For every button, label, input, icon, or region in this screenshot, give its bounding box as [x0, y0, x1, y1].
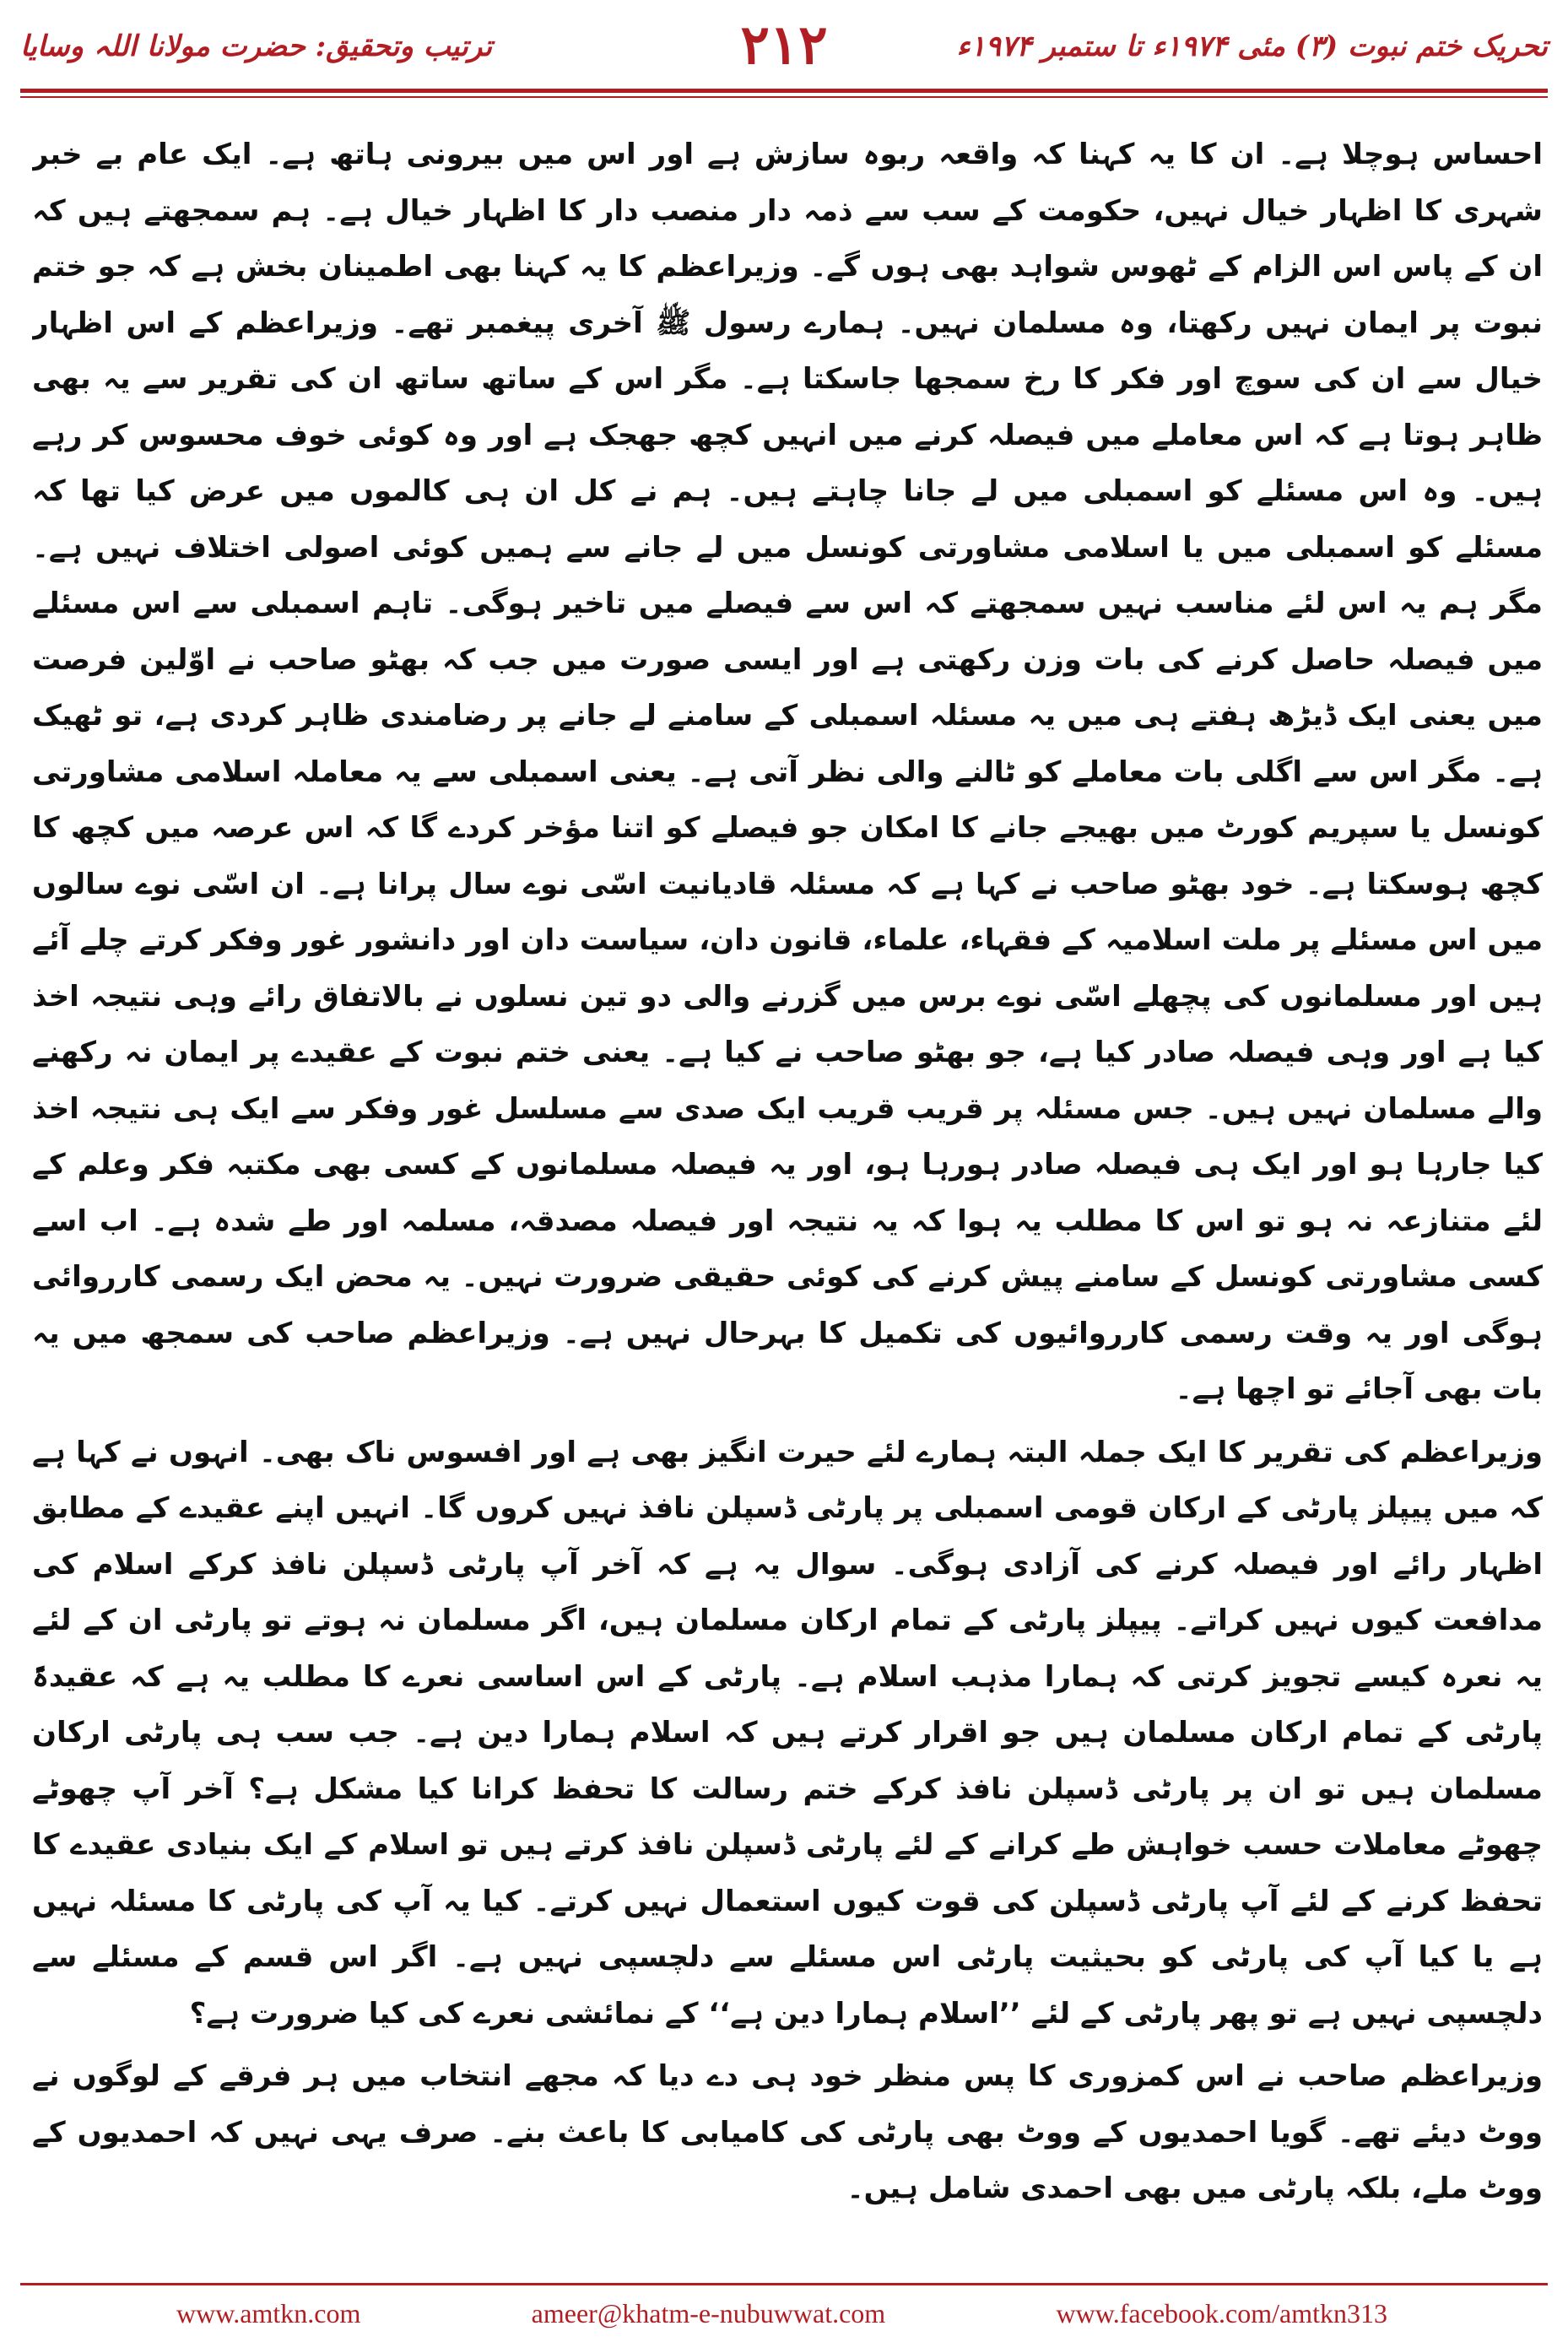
header-divider	[20, 89, 1548, 98]
page-number: ۲۱۲	[740, 14, 828, 77]
paragraph-1: احساس ہوچلا ہے۔ ان کا یہ کہنا کہ واقعہ ربوہ سازش ہے اور اس میں بیرونی ہاتھ ہے۔ ایک عام بے خبر شہری کا اظہار خیال نہیں، حکومت کے سب سے ذمہ دار منصب دار کا اظہار خیال ہے۔ ہم سمجھتے ہیں کہ ان کے پاس اس الزام کے ٹھوس شواہد بھی ہوں گے۔ وزیراعظم کا یہ کہنا بھی اطمینان بخش ہے کہ جو ختم نبوت پر ایمان نہیں رکھتا، وہ مسلمان نہیں۔ ہمارے رسول ﷺ آخری پیغمبر تھے۔ وزیراعظم کے اس اظہار خیال سے ان کی سوچ اور فکر کا رخ سمجھا جاسکتا ہے۔ مگر اس کے ساتھ ساتھ ان کی تقریر سے یہ بھی ظاہر ہوتا ہے کہ اس معاملے میں فیصلہ کرنے میں انہیں کچھ جھجک ہے اور وہ کوئی خوف محسوس کر رہے ہیں۔ وہ اس مسئلے کو اسمبلی میں لے جانا چاہتے ہیں۔ ہم نے کل ان ہی کالموں میں عرض کیا تھا کہ مسئلے کو اسمبلی میں یا اسلامی مشاورتی کونسل میں لے جانے سے ہمیں کوئی اصولی اختلاف نہیں ہے۔ مگر ہم یہ اس لئے مناسب نہیں سمجھتے کہ اس سے فیصلے میں تاخیر ہوگی۔ تاہم اسمبلی سے اس مسئلے میں فیصلہ حاصل کرنے کی بات وزن رکھتی ہے اور ایسی صورت میں جب کہ بھٹو صاحب نے اوّلین فرصت میں یعنی ایک ڈیڑھ ہفتے ہی میں یہ مسئلہ اسمبلی کے سامنے لے جانے پر رضامندی ظاہر کردی ہے، تو ٹھیک ہے۔ مگر اس سے اگلی بات معاملے کو ٹالنے والی نظر آتی ہے۔ یعنی اسمبلی سے یہ معاملہ اسلامی مشاورتی کونسل یا سپریم کورٹ میں بھیجے جانے کا امکان جو فیصلے کو اتنا مؤخر کردے گا کہ اس عرصہ میں کچھ کا کچھ ہوسکتا ہے۔ خود بھٹو صاحب نے کہا ہے کہ مسئلہ قادیانیت اسّی نوے سال پرانا ہے۔ ان اسّی نوے سالوں میں اس مسئلے پر ملت اسلامیہ کے فقہاء، علماء، قانون دان، سیاست دان اور دانشور غور وفکر کرتے چلے آئے ہیں اور مسلمانوں کی پچھلے اسّی نوے برس میں گزرنے والی دو تین نسلوں نے بالاتفاق رائے وہی نتیجہ اخذ کیا ہے اور وہی فیصلہ صادر کیا ہے، جو بھٹو صاحب نے کیا ہے۔ یعنی ختم نبوت کے عقیدے پر ایمان نہ رکھنے والے مسلمان نہیں ہیں۔ جس مسئلہ پر قریب قریب ایک صدی سے مسلسل غور وفکر سے ایک ہی نتیجہ اخذ کیا جارہا ہو اور ایک ہی فیصلہ صادر ہورہا ہو، اور یہ فیصلہ مسلمانوں کے کسی بھی مکتبہ فکر وعلم کے لئے متنازعہ نہ ہو تو اس کا مطلب یہ ہوا کہ یہ نتیجہ اور فیصلہ مصدقہ، مسلمہ اور طے شدہ ہے۔ اب اسے کسی مشاورتی کونسل کے سامنے پیش کرنے کی کوئی حقیقی ضرورت نہیں۔ یہ محض ایک رسمی کارروائی ہوگی اور یہ وقت رسمی کارروائیوں کی تکمیل کا بہرحال نہیں ہے۔ وزیراعظم صاحب کی سمجھ میں یہ بات بھی آجائے تو اچھا ہے۔	[32, 138, 1543, 1406]
email-link[interactable]: ameer@khatm-e-nubuwwat.com	[531, 2297, 886, 2328]
page-footer	[0, 2283, 1568, 2342]
article-body	[32, 127, 1543, 2270]
paragraph-2: وزیراعظم کی تقریر کا ایک جملہ البتہ ہمارے لئے حیرت انگیز بھی ہے اور افسوس ناک بھی۔ انہوں نے کہا ہے کہ میں پیپلز پارٹی کے ارکان قومی اسمبلی پر پارٹی ڈسپلن نافذ نہیں کروں گا۔ انہیں اپنے عقیدے کے مطابق اظہار رائے اور فیصلہ کرنے کی آزادی ہوگی۔ سوال یہ ہے کہ آخر آپ پارٹی ڈسپلن نافذ کرکے اسلام کی مدافعت کیوں نہیں کراتے۔ پیپلز پارٹی کے تمام ارکان مسلمان ہیں، اگر مسلمان نہ ہوتے تو پارٹی ان کے لئے یہ نعرہ کیسے تجویز کرتی کہ ہمارا مذہب اسلام ہے۔ پارٹی کے اس اساسی نعرے کا مطلب یہ ہے کہ عقیدۃً پارٹی کے تمام ارکان مسلمان ہیں جو اقرار کرتے ہیں کہ اسلام ہمارا دین ہے۔ جب سب ہی پارٹی ارکان مسلمان ہیں تو ان پر پارٹی ڈسپلن نافذ کرکے ختم رسالت کا تحفظ کرانا کیا مشکل ہے؟ آخر آپ چھوٹے چھوٹے معاملات حسب خواہش طے کرانے کے لئے پارٹی ڈسپلن نافذ کرتے ہیں تو اسلام کے ایک بنیادی عقیدے کا تحفظ کرنے کے لئے آپ پارٹی ڈسپلن کی قوت کیوں استعمال نہیں کرتے۔ کیا یہ آپ کی پارٹی کا مسئلہ نہیں ہے یا کیا آپ کی پارٹی کو بحیثیت پارٹی اس مسئلے سے دلچسپی نہیں ہے۔ اگر اس قسم کے مسئلے سے دلچسپی نہیں ہے تو پھر پارٹی کے لئے ’’اسلام ہمارا دین ہے‘‘ کے نمائشی نعرے کی کیا ضرورت ہے؟	[32, 1435, 1543, 2031]
footer-divider	[20, 2283, 1548, 2285]
paragraph-3: وزیراعظم صاحب نے اس کمزوری کا پس منظر خود ہی دے دیا کہ مجھے انتخاب میں ہر فرقے کے لوگوں نے ووٹ دیئے تھے۔ گویا احمدیوں کے ووٹ بھی پارٹی کی کامیابی کا باعث بنے۔ صرف یہی نہیں کہ احمدیوں کے ووٹ ملے، بلکہ پارٹی میں بھی احمدی شامل ہیں۔	[32, 2059, 1543, 2205]
compiler-credit: ترتیب وتحقیق: حضرت مولانا اللہ وسایا	[20, 30, 493, 63]
running-title: تحریک ختم نبوت (۳) مئی ۱۹۷۴ء تا ستمبر ۱۹۷۴ء	[956, 30, 1548, 63]
website-link[interactable]: www.amtkn.com	[176, 2297, 361, 2328]
footer-links	[20, 2293, 1548, 2334]
facebook-link[interactable]: www.facebook.com/amtkn313	[1056, 2297, 1387, 2328]
